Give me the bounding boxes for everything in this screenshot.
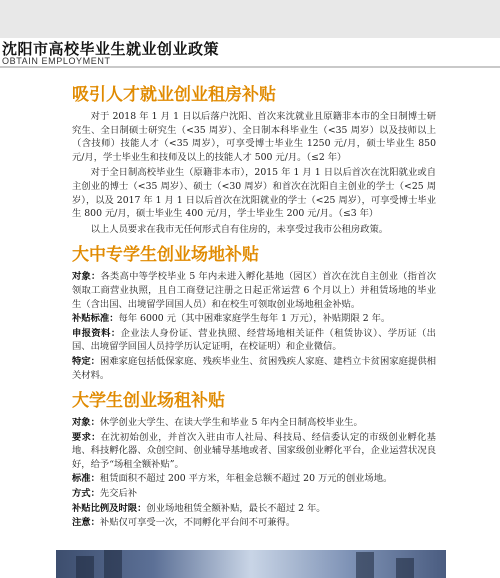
- item-label: 补贴比例及时限：: [72, 502, 147, 514]
- item-label: 对象：: [72, 271, 101, 283]
- item-text: 在沈初始创业，并首次入驻由市人社局、科技局、经信委认定的市级创业孵化基地、科技孵化器、众创空间、创业辅导基地或者、国家级创业孵化平台，企业运营状况良好，给予“场租全额补贴”。: [72, 431, 436, 470]
- item-text: 先交后补: [99, 488, 138, 500]
- venue-subsidy-item: [72, 327, 436, 354]
- item-text: 企业法人身份证、营业执照、经营场地相关证件（租赁协议）、学历证（出国、出境留学回国人员持学历认定证明，在校证明）和企业微信。: [72, 327, 436, 353]
- item-label: 对象：: [72, 417, 100, 429]
- building-shape: [104, 550, 122, 578]
- item-label: 要求：: [72, 431, 101, 443]
- site-rent-item: [72, 472, 436, 486]
- city-skyline-image: [56, 550, 446, 578]
- site-rent-item: [72, 502, 436, 516]
- section-title-site-rent-subsidy: 大学生创业场租补贴: [72, 391, 225, 412]
- site-rent-item: [72, 431, 436, 472]
- rent-subsidy-paragraph: 对于全日制高校毕业生（原籍非本市），2015 年 1 月 1 日以后首次在沈阳就业或自主创业的博士（<35 周岁）、硕士（<30 周岁）和首次在沈阳自主创业的学士（<25 周岁），以及 2017 年 1 月 1 日以后首次在沈阳就业的学士（<25 周岁），可享受博士毕业生 800 元/月，硕士毕业生 400 元/月，学士毕业生 200 元/月。（≤3 年）: [72, 167, 436, 220]
- item-text: 各类高中等学校毕业 5 年内未进入孵化基地（园区）首次在沈自主创业（指首次领取工商营业执照，且自工商登记注册之日起正常运营 6 个月以上）并租赁场地的毕业生（含出国、出境留学回国人员）和在校生可领取创业场地租金补贴。: [72, 271, 436, 310]
- page-subtitle: OBTAIN EMPLOYMENT: [2, 56, 111, 66]
- header-divider: [0, 66, 500, 68]
- item-text: 创业场地租赁全额补贴，最长不超过 2 年。: [146, 502, 326, 514]
- building-shape: [76, 556, 94, 578]
- item-text: 补贴仅可享受一次，不同孵化平台间不可兼得。: [99, 517, 296, 529]
- site-rent-item: [72, 487, 436, 501]
- item-text: 每年 6000 元（其中困难家庭学生每年 1 万元），补贴期限 2 年。: [118, 313, 391, 325]
- section-title-venue-subsidy: 大中专学生创业场地补贴: [72, 245, 259, 266]
- item-label: 申报资料：: [72, 327, 121, 339]
- item-label: 方式：: [72, 488, 100, 500]
- rent-subsidy-paragraph: 以上人员要求在我市无任何形式自有住房的，未享受过我市公租房政策。: [90, 223, 389, 235]
- venue-subsidy-item: [72, 312, 436, 326]
- venue-subsidy-item: [72, 270, 436, 311]
- site-rent-item: [72, 516, 436, 530]
- building-shape: [356, 552, 374, 578]
- item-text: 休学创业大学生、在读大学生和毕业 5 年内全日制高校毕业生。: [99, 417, 363, 429]
- rent-subsidy-paragraph: 对于 2018 年 1 月 1 日以后落户沈阳、首次来沈就业且原籍非本市的全日制博士研究生、全日制硕士研究生（<35 周岁）、全日制本科毕业生（<35 周岁）以及技师以上（含技师）技能人才（<35 周岁），可享受博士毕业生 1250 元/月，硕士毕业生 850 元/月，学士毕业生和技师及以上的技能人才 500 元/月。（≤2 年）: [72, 111, 436, 163]
- site-rent-item: [72, 416, 436, 430]
- header-band: [0, 0, 500, 38]
- building-shape: [396, 558, 414, 578]
- item-label: 特定：: [72, 355, 101, 367]
- item-label: 标准：: [72, 473, 100, 485]
- item-text: 困难家庭包括低保家庭、残疾毕业生、贫困残疾人家庭、建档立卡贫困家庭提供相关材料。: [72, 355, 436, 381]
- venue-subsidy-item: [72, 355, 436, 382]
- item-label: 补贴标准：: [72, 313, 119, 325]
- section-title-rent-subsidy: 吸引人才就业创业租房补贴: [72, 85, 276, 105]
- item-label: 注意：: [72, 517, 100, 529]
- page-title: 沈阳市高校毕业生就业创业政策: [2, 40, 220, 58]
- policy-content: [72, 84, 436, 531]
- item-text: 租赁面积不超过 200 平方米，年租金总额不超过 20 万元的创业场地。: [99, 473, 393, 485]
